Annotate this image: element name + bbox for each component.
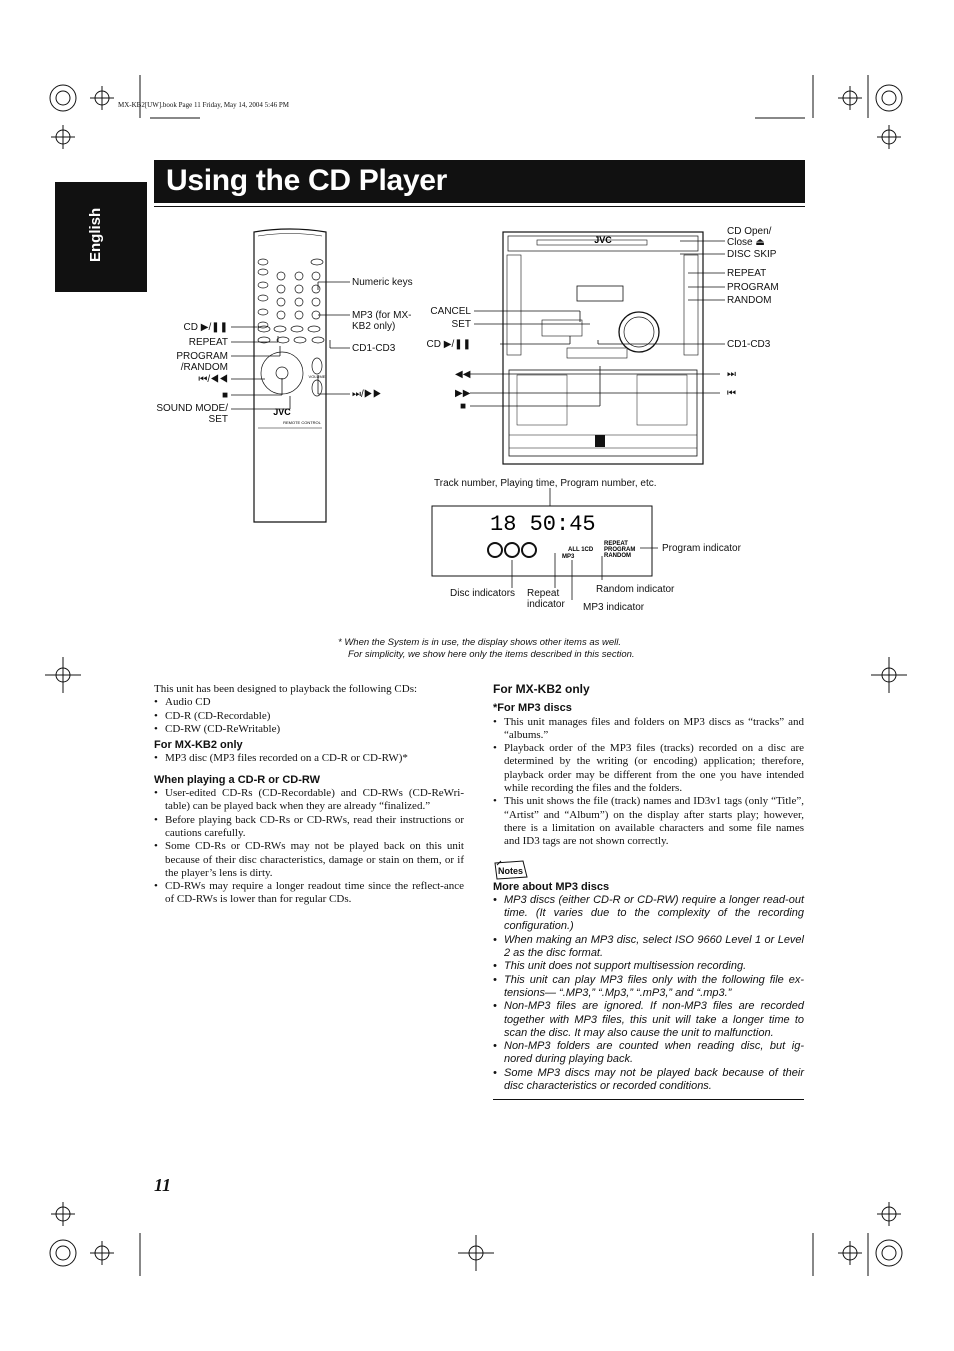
label-mp3-indicator: MP3 indicator <box>583 602 645 613</box>
label-sound-set: SET <box>208 414 228 425</box>
list-item: • CD-RWs may require a longer readout time since the reflect-ance of CD-RWs is lower than for regular CDs. <box>154 880 464 907</box>
cdr-heading: When playing a CD-R or CD-RW <box>154 773 321 786</box>
label-unit-stop: ■ <box>460 401 467 412</box>
label-cancel: CANCEL <box>430 306 471 317</box>
label-unit-ff: ▶▶ <box>455 388 471 399</box>
list-item: • This unit manages files and folders on MP3 discs as “tracks” and “albums.” <box>493 716 804 743</box>
mp3-subheading: *For MP3 discs <box>493 702 572 715</box>
kb2-list <box>154 752 464 765</box>
right-column <box>493 683 804 1100</box>
label-remote-stop: ■ <box>221 390 228 401</box>
label-close: Close ⏏ <box>727 237 765 248</box>
remote-control-caption: REMOTE CONTROL <box>283 420 321 425</box>
label-cd-open: CD Open/ <box>727 226 772 237</box>
list-item: • MP3 discs (either CD-R or CD-RW) require a longer read-out time. (It varies due to the complexity of the recording configuration.) <box>493 894 804 934</box>
display-caption: Track number, Playing time, Program number, etc. <box>434 478 657 489</box>
remote-brand-logo: JVC <box>273 407 291 417</box>
display-program: PROGRAM <box>604 547 636 553</box>
list-item: • This unit can play MP3 files only with the following file ex-tensions— “.MP3,” “.Mp3,” “.mP3,” and “.mp3.” <box>493 974 804 1001</box>
label-unit-cd1-cd3: CD1-CD3 <box>727 339 771 350</box>
label-remote-prev: ⏮/◀◀ <box>198 374 228 385</box>
label-repeat-indicator-1: Repeat <box>527 588 560 599</box>
footnote-line2: For simplicity, we show here only the items described in this section. <box>348 649 635 660</box>
list-item: • This unit does not support multisession recording. <box>493 960 804 973</box>
remote-volume-caption: VOLUME <box>308 374 326 379</box>
display-digits: 18 50:45 <box>490 512 596 537</box>
label-disc-skip: DISC SKIP <box>727 249 777 260</box>
right-heading: For MX-KB2 only <box>493 682 590 696</box>
label-sound-mode: SOUND MODE/ <box>156 403 228 414</box>
notes-label: Notes <box>498 865 524 876</box>
more-mp3-list <box>493 894 804 1093</box>
list-item: • Non-MP3 files are ignored. If non-MP3 files are recorded together with MP3 files, this unit will take a longer time to scan the disc. It may also cause the unit to malfunction. <box>493 1000 804 1040</box>
display-random: RANDOM <box>604 553 631 559</box>
list-item: • Audio CD <box>154 696 464 709</box>
kb2-heading: For MX-KB2 only <box>154 739 243 752</box>
intro-text: This unit has been designed to playback the following CDs: <box>154 683 418 695</box>
more-mp3-heading: More about MP3 discs <box>493 880 610 893</box>
unit-brand-logo: JVC <box>594 235 612 245</box>
label-random-indicator: Random indicator <box>596 584 675 595</box>
list-item: • This unit shows the file (track) names and ID3v1 tags (only “Title”, “Artist” and “Album”) on the display after starts play; however, there is a limitation on available characters and some file names and ID3 tags are not shown correctly. <box>493 795 804 848</box>
page-number: 11 <box>154 1175 172 1195</box>
label-repeat-indicator-2: indicator <box>527 599 565 610</box>
label-remote-program: PROGRAM <box>176 351 228 362</box>
notes-end-rule <box>493 1099 804 1100</box>
label-unit-random: RANDOM <box>727 295 772 306</box>
page-title: Using the CD Player <box>166 164 448 197</box>
display-all1cd: ALL 1CD <box>568 547 594 553</box>
display-mp3: MP3 <box>562 554 575 560</box>
label-remote-cd1-cd3: CD1-CD3 <box>352 343 396 354</box>
list-item: • CD-RW (CD-ReWritable) <box>154 723 464 736</box>
label-unit-next: ⏭ <box>727 369 736 380</box>
list-item: • Some CD-Rs or CD-RWs may not be played back on this unit because of their disc characteristics, damage or stain on them, or if the player’s lens is dirty. <box>154 840 464 880</box>
label-remote-cd-play: CD ▶/❚❚ <box>183 322 228 333</box>
left-column <box>154 683 464 907</box>
label-remote-next: ⏭/▶▶ <box>352 389 382 400</box>
list-item: • Playback order of the MP3 files (tracks) recorded on a disc are determined by the writing (or encoding) application; therefore, playback order may be different from the one you have intended while recording the files and the folders. <box>493 742 804 795</box>
book-metadata: MX-KB2[UW].book Page 11 Friday, May 14, 2004 5:46 PM <box>118 101 289 109</box>
label-disc-indicators: Disc indicators <box>450 588 516 599</box>
list-item: • User-edited CD-Rs (CD-Recordable) and CD-RWs (CD-ReWri-table) can be played back when they are already “finalized.” <box>154 787 464 814</box>
list-item: • When making an MP3 disc, select ISO 9660 Level 1 or Level 2 as the disc format. <box>493 934 804 961</box>
list-item: • MP3 disc (MP3 files recorded on a CD-R or CD-RW)* <box>154 752 464 765</box>
label-mp3-line2: KB2 only) <box>352 321 396 332</box>
language-tab-label: English <box>87 207 104 262</box>
label-mp3-line1: MP3 (for MX- <box>352 310 412 321</box>
label-remote-random: /RANDOM <box>180 362 228 373</box>
label-unit-prev: ⏮ <box>727 388 736 399</box>
label-unit-program: PROGRAM <box>727 282 779 293</box>
label-remote-repeat: REPEAT <box>188 337 228 348</box>
list-item: • Before playing back CD-Rs or CD-RWs, read their instructions or cautions carefully. <box>154 814 464 841</box>
footnote-line1: * When the System is in use, the display shows other items as well. <box>338 637 622 648</box>
label-unit-repeat: REPEAT <box>727 268 767 279</box>
list-item: • Non-MP3 folders are counted when reading disc, but ig-nored during playing back. <box>493 1040 804 1067</box>
label-unit-rew: ◀◀ <box>455 369 471 380</box>
label-numeric-keys: Numeric keys <box>352 277 413 288</box>
list-item: • CD-R (CD-Recordable) <box>154 710 464 723</box>
mp3-list <box>493 716 804 849</box>
label-unit-cd-play: CD ▶/❚❚ <box>426 339 471 350</box>
cdr-list <box>154 787 464 907</box>
label-program-indicator: Program indicator <box>662 543 741 554</box>
notes-badge-row <box>493 859 804 881</box>
cd-types-list <box>154 696 464 736</box>
label-unit-set: SET <box>451 319 471 330</box>
list-item: • Some MP3 discs may not be played back because of their disc characteristics or recorded conditions. <box>493 1067 804 1094</box>
display-repeat: REPEAT <box>604 541 628 547</box>
